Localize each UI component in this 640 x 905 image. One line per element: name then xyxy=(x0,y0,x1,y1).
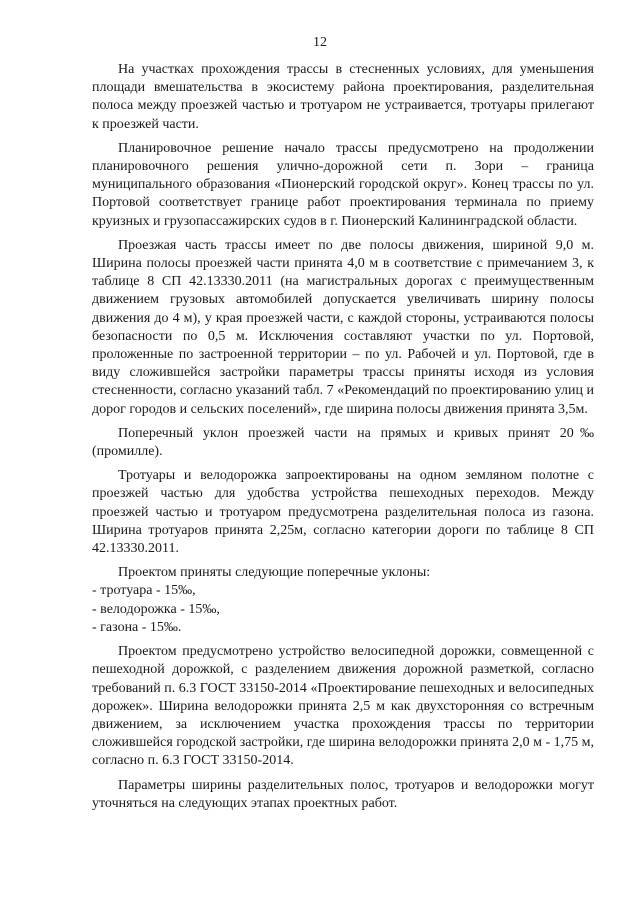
paragraph-planning-solution: Планировочное решение начало трассы предусмотрено на продолжении планировочного решения улично-дорожной сети п. Зори – граница муниципального образования «Пионерский городской округ». Конец трассы по ул. Портовой соответствует границе работ проектирования терминала по приему круизных и грузопассажирских судов в г. Пионерский Калининградской области. xyxy=(92,140,594,229)
paragraph-cross-slope: Поперечный уклон проезжей части на прямых и кривых принят 20‰ (промилле). xyxy=(92,425,594,460)
paragraph-bike-path: Проектом предусмотрено устройство велосипедной дорожки, совмещенной с пешеходной дорожкой, с разделением движения дорожной разметкой, согласно требований п. 6.3 ГОСТ 33150-2014 «Проектирование пешеходных и велосипедных дорожек». Ширина велодорожки принята 2,5 м как двухсторонняя со встречным движением, за исключением участка прохождения трассы по территории сложившейся городской застройки, где ширина велодорожки принята 2,0 м - 1,75 м, согласно п. 6.3 ГОСТ 33150-2014. xyxy=(92,644,594,769)
paragraph-parameters-note: Параметры ширины разделительных полос, тротуаров и велодорожки могут уточняться на следующих этапах проектных работ. xyxy=(92,777,594,811)
list-item-bikeway-slope: - велодорожка - 15‰, xyxy=(92,601,220,617)
paragraph-carriageway: Проезжая часть трассы имеет по две полосы движения, шириной 9,0 м. Ширина полосы проезжей части принята 4,0 м в соответствие с примечанием 3, к таблице 8 СП 42.13330.2011 (на магистральных дорогах с преимущественным движением грузовых автомобилей допускается увеличивать ширину полосы движения до 4 м), у края проезжей части, с каждой стороны, устраиваются полосы безопасности по 0,5 м. Исключения составляют участки по ул. Портовой, проложенные по застроенной территории – по ул. Рабочей и ул. Портовой, где в виду сложившейся застройки параметры трассы приняты исходя из условия стесненности, согласно указаний табл. 7 «Рекомендаций по проектированию улиц и дорог городов и сельских поселений», где ширина полосы движения принята 3,5м. xyxy=(92,237,594,417)
list-item-sidewalk-slope: - тротуара - 15‰, xyxy=(92,583,196,599)
slopes-list xyxy=(92,582,594,637)
paragraph-stressed-conditions: На участках прохождения трассы в стесненных условиях, для уменьшения площади вмешательства в экосистему района проектирования, разделительная полоса между проезжей частью и тротуаром не устраивается, тротуары прилегают к проезжей части. xyxy=(92,62,594,132)
page-number: 12 xyxy=(313,35,327,50)
paragraph-sidewalks: Тротуары и велодорожка запроектированы на одном земляном полотне с проезжей частью для удобства устройства пешеходных переходов. Между проезжей частью и тротуаром предусмотрена разделительная полоса из газона. Ширина тротуаров принята 2,25м, согласно категории дороги по таблице 8 СП 42.13330.2011. xyxy=(92,468,594,557)
paragraph-slopes-intro: Проектом приняты следующие поперечные уклоны: xyxy=(118,565,431,581)
document-body xyxy=(92,61,594,819)
list-item-lawn-slope: - газона - 15‰. xyxy=(92,619,182,635)
